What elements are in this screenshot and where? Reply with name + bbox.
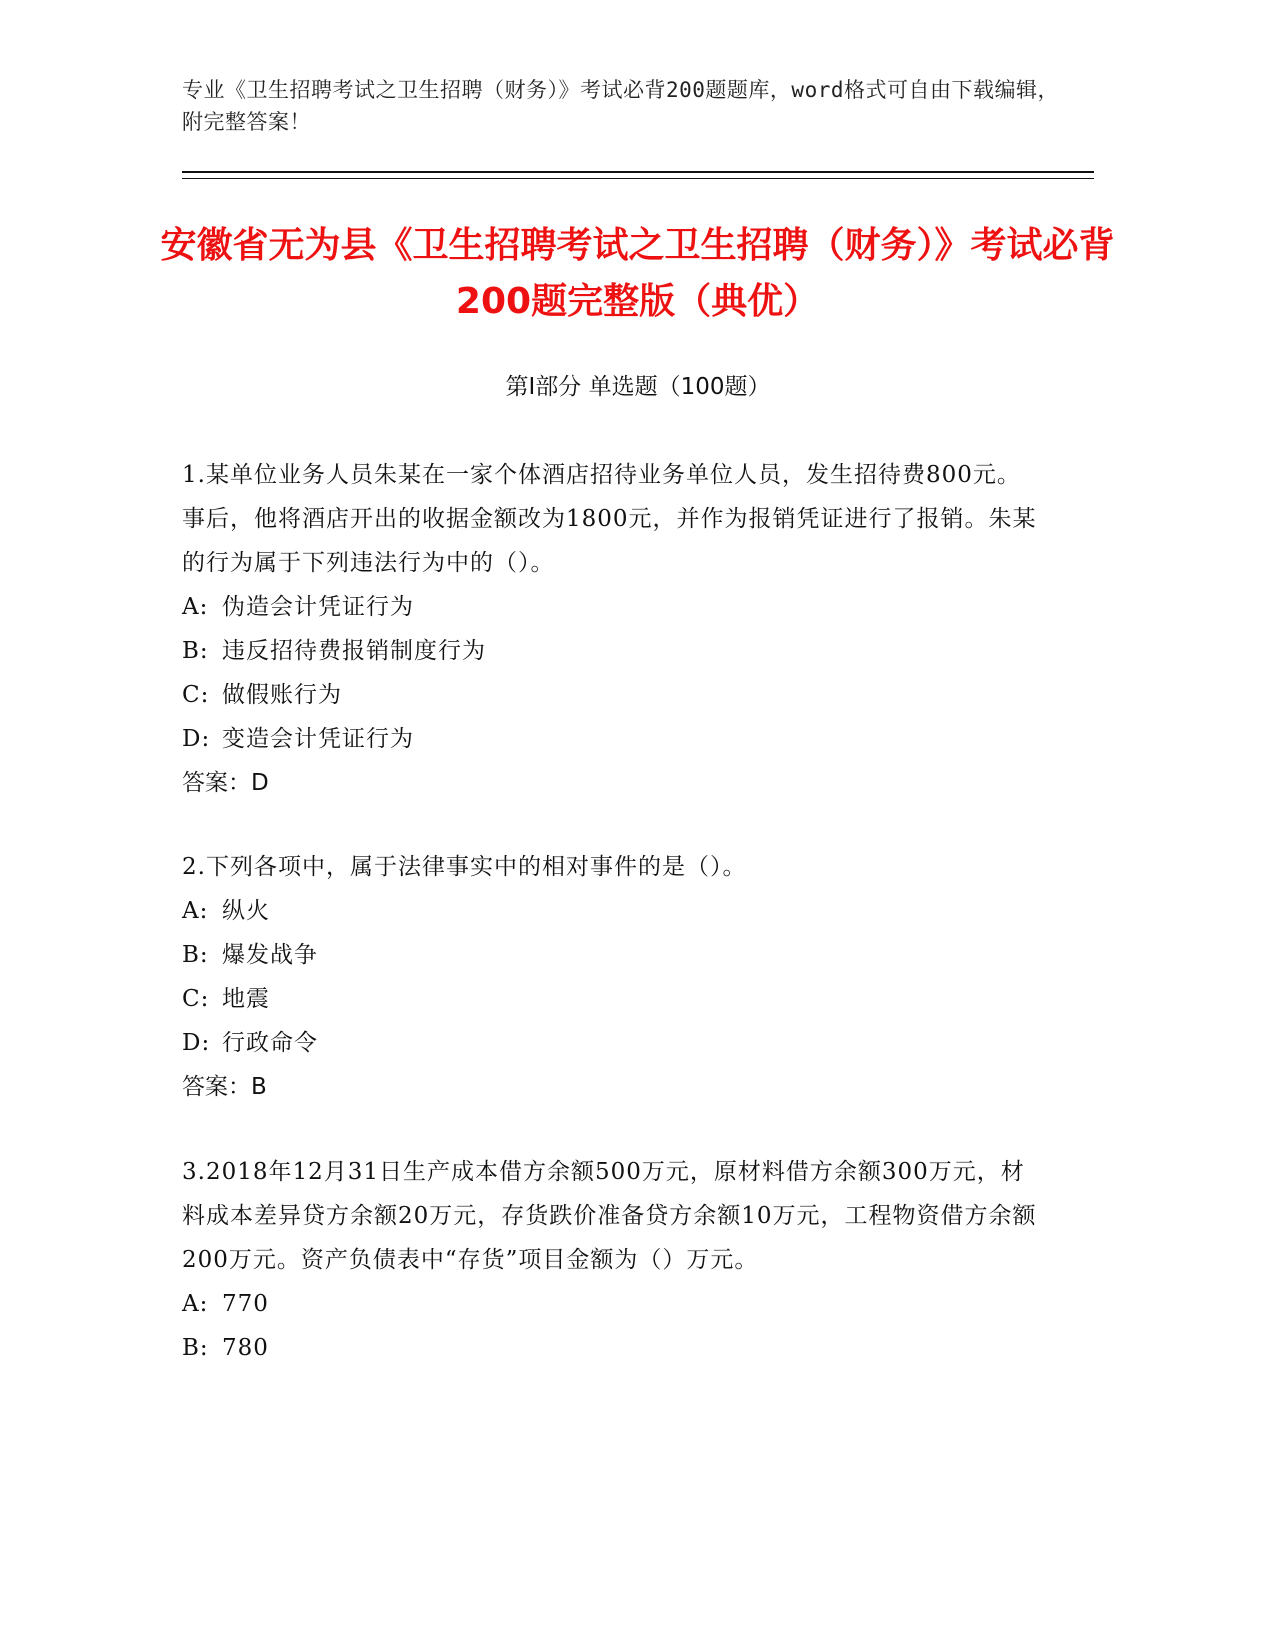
header-note: 专业《卫生招聘考试之卫生招聘（财务）》考试必背200题题库，word格式可自由下载编辑，附完整答案！: [182, 78, 1059, 134]
option-d: [182, 717, 1042, 761]
option-letter: C:: [182, 986, 210, 1012]
option-a: [182, 889, 1042, 933]
option-text: 纵火: [222, 898, 270, 924]
option-text: 780: [222, 1335, 269, 1361]
option-b: [182, 933, 1042, 977]
option-text: 违反招待费报销制度行为: [222, 638, 486, 664]
answer-label: 答案：D: [182, 770, 269, 796]
option-c: [182, 673, 1042, 717]
question-2: [182, 845, 1042, 1109]
question-stem: 3.2018年12月31日生产成本借方余额500万元，原材料借方余额300万元，材料成本差异贷方余额20万元，存货跌价准备贷方余额10万元，工程物资借方余额200万元。资产负债表中“存货”项目金额为（）万元。: [182, 1159, 1037, 1273]
document-title: 安徽省无为县《卫生招聘考试之卫生招聘（财务）》考试必背200题完整版（典优）: [160, 225, 1115, 322]
question-1: [182, 453, 1042, 805]
option-text: 变造会计凭证行为: [222, 726, 414, 752]
option-text: 770: [222, 1291, 269, 1317]
header-divider-thin: [182, 178, 1094, 179]
section-heading: 第I部分 单选题（100题）: [505, 374, 771, 400]
option-a: [182, 1282, 1042, 1326]
answer-label: 答案：B: [182, 1074, 267, 1100]
option-text: 做假账行为: [222, 682, 342, 708]
option-text: 地震: [222, 986, 270, 1012]
question-3: [182, 1150, 1042, 1370]
question-stem: 1.某单位业务人员朱某在一家个体酒店招待业务单位人员，发生招待费800元。事后，他将酒店开出的收据金额改为1800元，并作为报销凭证进行了报销。朱某的行为属于下列违法行为中的（）。: [182, 462, 1037, 576]
option-letter: A:: [182, 1291, 209, 1317]
option-letter: B:: [182, 638, 209, 664]
option-a: [182, 585, 1042, 629]
option-letter: B:: [182, 1335, 209, 1361]
option-d: [182, 1021, 1042, 1065]
option-letter: A:: [182, 898, 209, 924]
option-text: 行政命令: [222, 1030, 318, 1056]
option-letter: B:: [182, 942, 209, 968]
option-text: 伪造会计凭证行为: [222, 594, 414, 620]
option-letter: A:: [182, 594, 209, 620]
option-letter: D:: [182, 726, 211, 752]
option-letter: D:: [182, 1030, 211, 1056]
option-c: [182, 977, 1042, 1021]
question-stem: 2.下列各项中，属于法律事实中的相对事件的是（）。: [182, 854, 747, 880]
option-b: [182, 629, 1042, 673]
option-letter: C:: [182, 682, 210, 708]
header-divider-thick: [182, 171, 1094, 173]
option-b: [182, 1326, 1042, 1370]
option-text: 爆发战争: [222, 942, 318, 968]
